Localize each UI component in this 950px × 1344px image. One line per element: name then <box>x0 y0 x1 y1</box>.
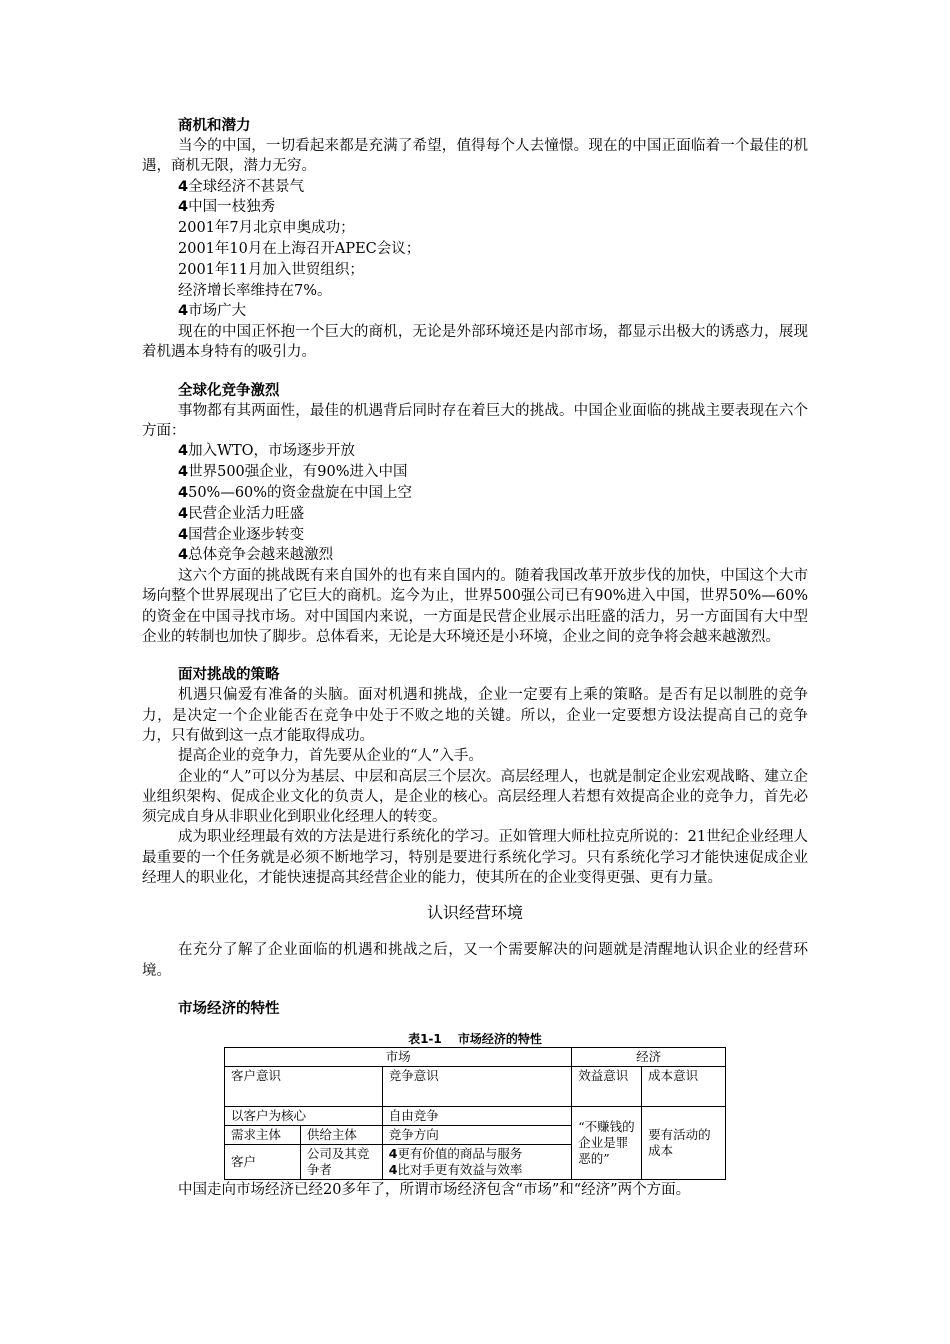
bullet-marker: 4 <box>178 484 189 501</box>
bullet-text: 民营企业活力旺盛 <box>188 505 305 522</box>
paragraph: 事物都有其两面性，最佳的机遇背后同时存在着巨大的挑战。中国企业面临的挑战主要表现在六个方面： <box>142 402 808 440</box>
table-row <box>225 1047 726 1066</box>
paragraph: 这六个方面的挑战既有来自国外的也有来自国内的。随着我国改革开放步伐的加快，中国这个大市场向整个世界展现出了它巨大的商机。迄今为止，世界500强公司已有90%进入中国，世界50%—60%的资金在中国寻找市场。对中国国内来说，一方面是民营企业展示出旺盛的活力，另一方面国有大中型企业的转制也加快了脚步。总体看来，无论是大环境还是小环境，企业之间的竞争将会越来越激烈。 <box>142 568 808 646</box>
bullet-text: 比对手更有效益与效率 <box>397 1161 523 1177</box>
table-cell: 竞争意识 <box>382 1066 572 1106</box>
paragraph: 机遇只偏爱有准备的头脑。面对机遇和挑战，企业一定要有上乘的策略。是否有足以制胜的竞争力，是决定一个企业能否在竞争中处于不败之地的关键。所以，企业一定要想方设法提高自己的竞争力，只有做到这一点才能取得成功。 <box>142 687 808 744</box>
bullet-text: 世界500强企业，有90%进入中国 <box>188 464 408 481</box>
bullet-text: 中国一枝独秀 <box>188 199 276 216</box>
market-economy-table <box>224 1047 726 1180</box>
table-row <box>225 1066 726 1106</box>
table-cell: 成本意识 <box>642 1066 726 1106</box>
table-cell: 经济 <box>572 1047 726 1066</box>
list-line: 2001年7月北京申奥成功； <box>178 220 355 237</box>
bullet-item <box>178 545 808 566</box>
table-row <box>225 1106 726 1125</box>
paragraph: 在充分了解了企业面临的机遇和挑战之后，又一个需要解决的问题就是清醒地认识企业的经营环境。 <box>142 942 808 979</box>
bullet-text: 总体竞争会越来越激烈 <box>188 547 334 564</box>
bullet-item <box>178 483 808 504</box>
paragraph: 当今的中国，一切看起来都是充满了希望，值得每个人去憧憬。现在的中国正面临着一个最佳的机遇，商机无限，潜力无穷。 <box>142 138 808 175</box>
table-cell: 要有活动的成本 <box>642 1106 726 1179</box>
section-heading-market-economy: 市场经济的特性 <box>178 1000 280 1017</box>
bullet-item <box>178 441 808 462</box>
table-bullet <box>389 1162 566 1178</box>
bullet-marker: 4 <box>388 1161 398 1177</box>
bullet-marker: 4 <box>178 443 189 460</box>
paragraph: 成为职业经理最有效的方法是进行系统化的学习。正如管理大师杜拉克所说的：21世纪企业经理人最重要的一个任务就是必须不断地学习，特别是要进行系统化学习。只有系统化学习才能快速促成企业经理人的职业化，才能快速提高其经营企业的能力，使其所在的企业变得更强、更有力量。 <box>142 829 808 886</box>
section-heading-opportunity: 商机和潜力 <box>178 118 251 134</box>
paragraph: 企业的“人”可以分为基层、中层和高层三个层次。高层经理人，也就是制定企业宏观战略、建立企业组织架构、促成企业文化的负责人，是企业的核心。高层经理人若想有效提高企业的竞争力，首先必须完成自身从非职业化到职业化经理人的转变。 <box>142 768 808 826</box>
bullet-marker: 4 <box>178 303 189 320</box>
table-cell: 客户 <box>225 1144 301 1179</box>
table-cell: 供给主体 <box>300 1125 382 1144</box>
table-cell: 需求主体 <box>225 1125 301 1144</box>
bullet-marker: 4 <box>178 199 189 216</box>
bullet-text: 国营企业逐步转变 <box>188 526 305 543</box>
bullet-marker: 4 <box>388 1145 398 1161</box>
paragraph: 现在的中国正怀抱一个巨大的商机，无论是外部环境还是内部市场，都显示出极大的诱惑力，展现着机遇本身特有的吸引力。 <box>142 324 808 361</box>
table-cell: 客户意识 <box>225 1066 383 1106</box>
bullet-text: 更有价值的商品与服务 <box>397 1145 523 1161</box>
bullet-marker: 4 <box>178 505 189 522</box>
section-heading-strategy: 面对挑战的策略 <box>178 667 280 684</box>
table-bullet <box>389 1146 566 1162</box>
bullet-item <box>178 525 808 546</box>
table-cell: 以客户为核心 <box>225 1106 383 1125</box>
list-line: 2001年10月在上海召开APEC会议； <box>178 240 421 257</box>
bullet-item <box>178 504 808 525</box>
section-title: 认识经营环境 <box>426 903 523 923</box>
bullet-item <box>178 177 808 198</box>
table-cell: 公司及其竞争者 <box>300 1144 382 1179</box>
paragraph: 提高企业的竞争力，首先要从企业的“人”入手。 <box>178 748 483 765</box>
list-line: 2001年11月加入世贸组织； <box>178 261 364 278</box>
table-caption: 表1-1 市场经济的特性 <box>408 1031 542 1046</box>
table-cell: 效益意识 <box>572 1066 642 1106</box>
bullet-text: 50%—60%的资金盘旋在中国上空 <box>188 484 413 501</box>
bullet-item <box>178 197 808 218</box>
table-cell: 市场 <box>225 1047 572 1066</box>
list-line: 经济增长率维持在7%。 <box>178 282 332 299</box>
table-cell: 自由竞争 <box>382 1106 572 1125</box>
paragraph: 中国走向市场经济已经20多年了，所谓市场经济包含“市场”和“经济”两个方面。 <box>178 1181 691 1198</box>
bullet-text: 市场广大 <box>188 303 247 320</box>
bullet-item <box>178 462 808 483</box>
table-cell <box>382 1144 572 1179</box>
bullet-marker: 4 <box>178 178 189 195</box>
table-cell: “不赚钱的企业是罪恶的” <box>572 1106 642 1179</box>
bullet-text: 全球经济不甚景气 <box>188 178 305 195</box>
bullet-marker: 4 <box>178 526 189 543</box>
table-cell: 竞争方向 <box>382 1125 572 1144</box>
document-content <box>142 116 808 1200</box>
bullet-item <box>178 301 808 322</box>
section-heading-competition: 全球化竞争激烈 <box>178 382 280 399</box>
bullet-marker: 4 <box>178 464 189 481</box>
bullet-marker: 4 <box>178 547 189 564</box>
bullet-text: 加入WTO，市场逐步开放 <box>188 443 356 460</box>
